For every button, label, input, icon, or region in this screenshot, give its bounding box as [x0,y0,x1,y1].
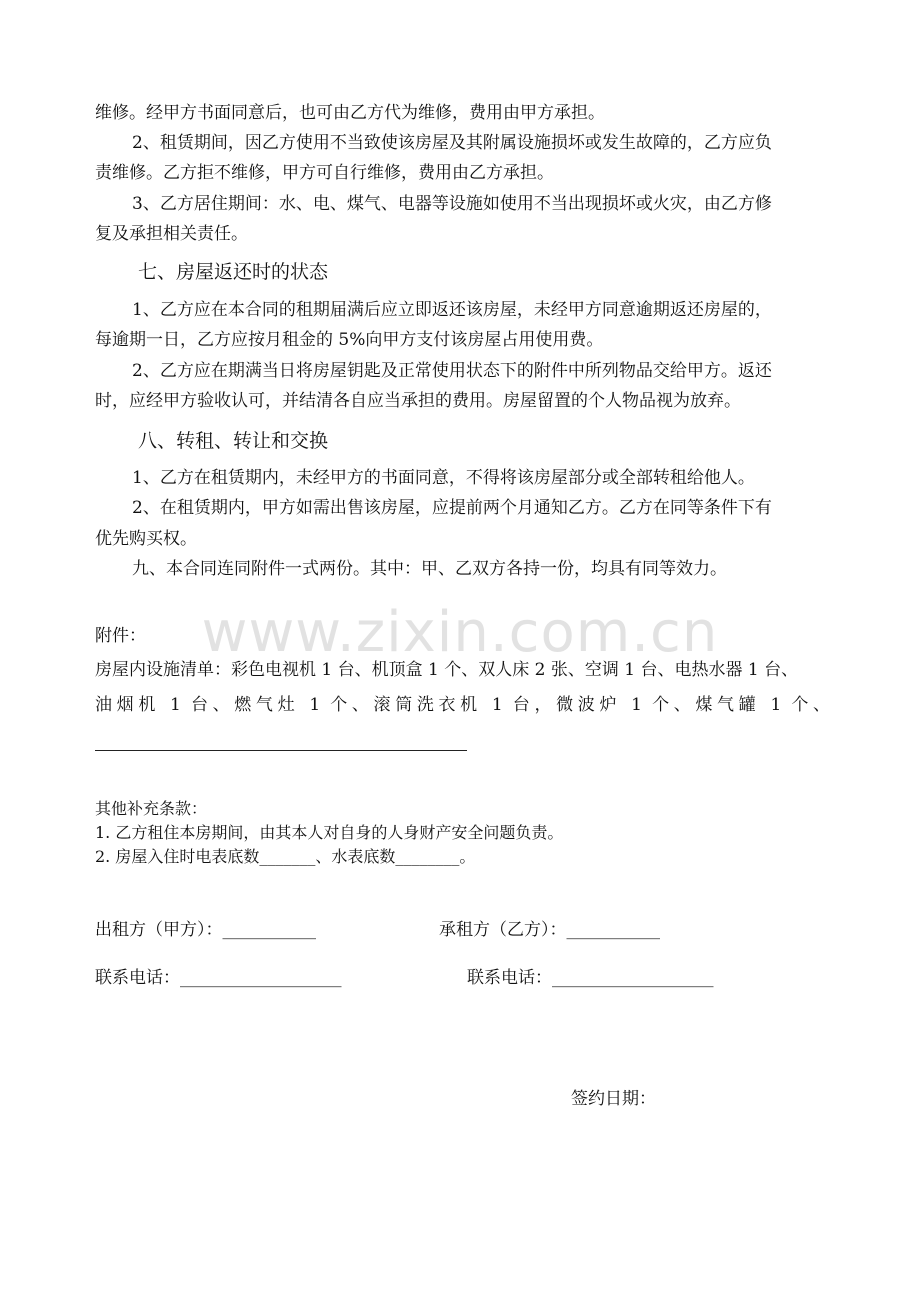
facilities-line-2: 油烟机 1 台、燃气灶 1 个、滚筒洗衣机 1 台，微波炉 1 个、煤气罐 1 个、 [95,695,830,715]
watermark-text: www.zixin.com.cn [201,600,719,665]
blank-underline [95,750,467,751]
clause-7-1-line-2: 每逾期一日，乙方应按月租金的 5%向甲方支付该房屋占用使用费。 [95,330,604,350]
clause-7-1-line-1: 1、乙方应在本合同的租期届满后应立即返还该房屋，未经甲方同意逾期返还房屋的， [132,300,772,320]
paragraph-line: 维修。经甲方书面同意后，也可由乙方代为维修，费用由甲方承担。 [95,103,605,123]
clause-9: 九、本合同连同附件一式两份。其中：甲、乙双方各持一份，均具有同等效力。 [132,559,727,579]
clause-7-2-line-1: 2、乙方应在期满当日将房屋钥匙及正常使用状态下的附件中所列物品交给甲方。返还 [132,361,772,381]
clause-8-1: 1、乙方在租赁期内，未经甲方的书面同意，不得将该房屋部分或全部转租给他人。 [132,468,755,488]
section-7-heading: 七、房屋返还时的状态 [138,261,329,283]
supplement-label: 其他补充条款： [95,799,208,818]
facilities-line-1: 房屋内设施清单：彩色电视机 1 台、机顶盒 1 个、双人床 2 张、空调 1 台、电热水器 1 台、 [95,660,799,680]
clause-8-2-line-2: 优先购买权。 [95,529,197,549]
sign-date-field: 签约日期： [571,1089,656,1109]
lessor-signature-field: 出租方（甲方）：___________ [95,920,316,940]
section-8-heading: 八、转租、转让和交换 [138,430,329,452]
clause-3-line-1: 3、乙方居住期间：水、电、煤气、电器等设施如使用不当出现损坏或火灾，由乙方修 [132,194,772,214]
supplement-clause-2: 2. 房屋入住时电表底数_______、水表底数________。 [95,847,476,866]
clause-2-line-2: 责维修。乙方拒不维修，甲方可自行维修，费用由乙方承担。 [95,163,554,183]
clause-7-2-line-2: 时，应经甲方验收认可，并结清各自应当承担的费用。房屋留置的个人物品视为放弃。 [95,391,741,411]
clause-3-line-2: 复及承担相关责任。 [95,224,248,244]
lessor-phone-field: 联系电话：___________________ [95,968,342,988]
attachment-label: 附件： [95,626,146,646]
clause-2-line-1: 2、租赁期间，因乙方使用不当致使该房屋及其附属设施损坏或发生故障的，乙方应负 [132,133,772,153]
clause-8-2-line-1: 2、在租赁期内，甲方如需出售该房屋，应提前两个月通知乙方。乙方在同等条件下有 [132,498,772,518]
lessee-signature-field: 承租方（乙方）：___________ [439,920,660,940]
lessee-phone-field: 联系电话：___________________ [467,968,714,988]
supplement-clause-1: 1. 乙方租住本房期间，由其本人对自身的人身财产安全问题负责。 [95,823,564,842]
